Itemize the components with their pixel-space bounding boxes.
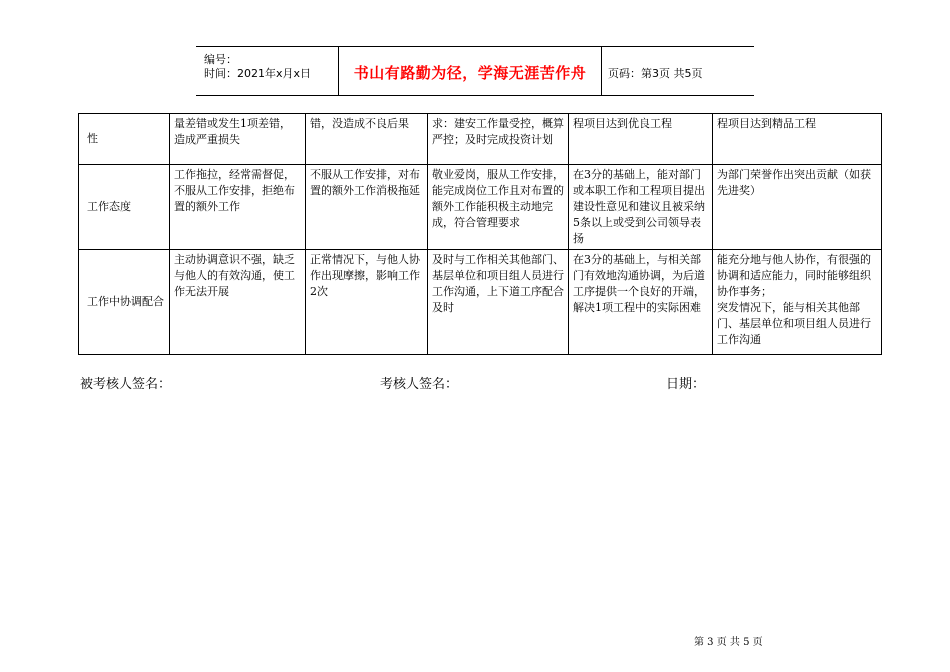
table-cell: 敬业爱岗，服从工作安排，能完成岗位工作且对布置的额外工作能积极主动地完成，符合管理要求 xyxy=(428,165,569,250)
header-info-cell xyxy=(196,47,339,95)
motto-text: 书山有路勤为径，学海无涯苦作舟 xyxy=(353,64,587,82)
table-cell: 求：建安工作量受控，概算严控；及时完成投资计划 xyxy=(428,114,569,165)
page-code-label: 页码：第3页 共5页 xyxy=(608,67,703,80)
serial-number-label: 编号： xyxy=(204,53,237,66)
table-cell: 不服从工作安排，对布置的额外工作消极拖延 xyxy=(306,165,428,250)
table-cell: 为部门荣誉作出突出贡献（如获先进奖） xyxy=(713,165,882,250)
row-label: 性 xyxy=(79,114,170,165)
page-footer: 第 3 页 共 5 页 xyxy=(694,637,763,648)
table-row xyxy=(79,114,882,165)
date-signature-label: 日期： xyxy=(666,377,706,392)
row-label: 工作态度 xyxy=(79,165,170,250)
examinee-signature-label: 被考核人签名： xyxy=(80,377,172,392)
table-row xyxy=(79,165,882,250)
table-cell: 在3分的基础上，能对部门或本职工作和工程项目提出建设性意见和建议且被采纳5条以上或受到公司领导表扬 xyxy=(569,165,713,250)
table-cell: 主动协调意识不强，缺乏与他人的有效沟通，使工作无法开展 xyxy=(170,250,306,355)
table-cell: 工作拖拉，经常需督促，不服从工作安排，拒绝布置的额外工作 xyxy=(170,165,306,250)
header-motto-cell xyxy=(339,47,602,95)
table-cell: 量差错或发生1项差错，造成严重损失 xyxy=(170,114,306,165)
table-row xyxy=(79,250,882,355)
examiner-signature-label: 考核人签名： xyxy=(380,377,459,392)
assessment-table xyxy=(78,113,882,355)
date-label: 时间：2021年x月x日 xyxy=(204,67,312,80)
table-cell: 能充分地与他人协作，有很强的协调和适应能力，同时能够组织协作事务； 突发情况下，能与相关其他部门、基层单位和项目组人员进行工作沟通 xyxy=(713,250,882,355)
table-cell: 错，没造成不良后果 xyxy=(306,114,428,165)
table-cell: 在3分的基础上，与相关部门有效地沟通协调，为后道工序提供一个良好的开端，解决1项工程中的实际困难 xyxy=(569,250,713,355)
row-label: 工作中协调配合 xyxy=(79,250,170,355)
table-cell: 及时与工作相关其他部门、基层单位和项目组人员进行工作沟通，上下道工序配合及时 xyxy=(428,250,569,355)
table-cell: 程项目达到精品工程 xyxy=(713,114,882,165)
document-header xyxy=(196,46,754,96)
header-page-cell xyxy=(602,47,754,95)
table-cell: 程项目达到优良工程 xyxy=(569,114,713,165)
table-cell: 正常情况下，与他人协作出现摩擦，影响工作2次 xyxy=(306,250,428,355)
